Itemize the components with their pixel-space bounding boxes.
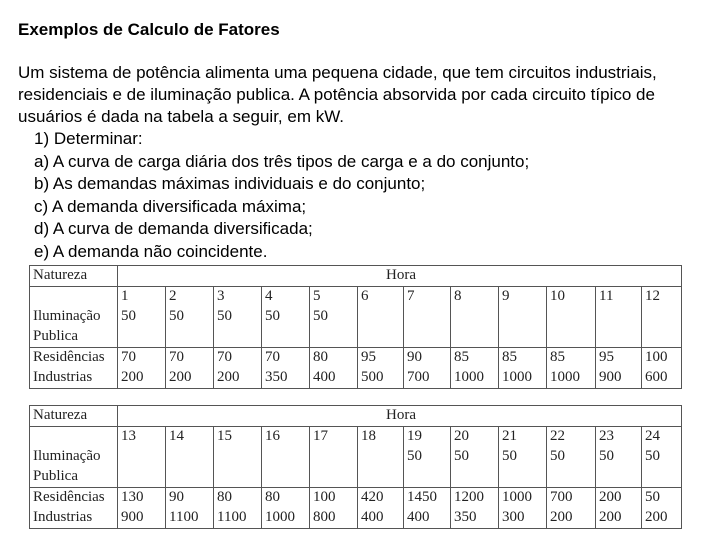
iluminacao-value: 50 [404, 447, 451, 467]
empty-cell [499, 327, 547, 348]
industrias-value: 400 [358, 508, 404, 529]
residencias-value: 85 [451, 348, 499, 369]
empty-cell [404, 467, 451, 488]
industrias-value: 1000 [547, 368, 596, 389]
table-row [30, 368, 682, 389]
hour-cell: 18 [358, 427, 404, 448]
hour-cell: 12 [642, 287, 682, 308]
iluminacao-value: 50 [499, 447, 547, 467]
hour-cell: 11 [596, 287, 642, 308]
row-label: Iluminação [30, 447, 118, 467]
iluminacao-value: 50 [262, 307, 310, 327]
residencias-value: 70 [262, 348, 310, 369]
hour-cell: 21 [499, 427, 547, 448]
hour-cell: 23 [596, 427, 642, 448]
table-row [30, 327, 682, 348]
table-row [30, 447, 682, 467]
residencias-value: 100 [642, 348, 682, 369]
empty-cell [358, 467, 404, 488]
empty-cell [118, 327, 166, 348]
hora-header: Hora [118, 406, 682, 427]
residencias-value: 70 [214, 348, 262, 369]
hour-cell: 1 [118, 287, 166, 308]
table-row [30, 427, 682, 448]
hour-cell: 16 [262, 427, 310, 448]
residencias-value: 700 [547, 488, 596, 509]
industrias-value: 350 [262, 368, 310, 389]
iluminacao-value [642, 307, 682, 327]
residencias-value: 95 [358, 348, 404, 369]
residencias-value: 90 [166, 488, 214, 509]
table-header-row [30, 406, 682, 427]
row-label: Industrias [30, 368, 118, 389]
hour-cell: 3 [214, 287, 262, 308]
empty-cell [451, 327, 499, 348]
iluminacao-value: 50 [596, 447, 642, 467]
industrias-value: 200 [642, 508, 682, 529]
task-item: a) A curva de carga diária dos três tipos de carga e a do conjunto; [34, 151, 530, 171]
row-label: Residências [30, 488, 118, 509]
empty-cell [118, 467, 166, 488]
iluminacao-value: 50 [642, 447, 682, 467]
hour-cell: 9 [499, 287, 547, 308]
industrias-value: 200 [166, 368, 214, 389]
industrias-value: 400 [310, 368, 358, 389]
iluminacao-value [118, 447, 166, 467]
row-label: Industrias [30, 508, 118, 529]
industrias-value: 200 [596, 508, 642, 529]
industrias-value: 1000 [262, 508, 310, 529]
iluminacao-value [214, 447, 262, 467]
residencias-value: 85 [547, 348, 596, 369]
residencias-value: 200 [596, 488, 642, 509]
hour-cell: 5 [310, 287, 358, 308]
empty-cell [404, 327, 451, 348]
task-item: 1) Determinar: [34, 129, 143, 148]
iluminacao-value [358, 307, 404, 327]
hour-cell: 4 [262, 287, 310, 308]
industrias-value: 500 [358, 368, 404, 389]
iluminacao-value: 50 [310, 307, 358, 327]
residencias-value: 50 [642, 488, 682, 509]
iluminacao-value: 50 [166, 307, 214, 327]
residencias-value: 1000 [499, 488, 547, 509]
table-row [30, 508, 682, 529]
iluminacao-value [547, 307, 596, 327]
industrias-value: 800 [310, 508, 358, 529]
residencias-value: 85 [499, 348, 547, 369]
industrias-value: 350 [451, 508, 499, 529]
row-label [30, 287, 118, 308]
hora-header: Hora [118, 266, 682, 287]
residencias-value: 1450 [404, 488, 451, 509]
hour-cell: 19 [404, 427, 451, 448]
industrias-value: 200 [214, 368, 262, 389]
hour-cell: 20 [451, 427, 499, 448]
load-table-hours-13-24 [29, 405, 682, 529]
industrias-value: 900 [596, 368, 642, 389]
table-row [30, 287, 682, 308]
load-table-hours-1-12 [29, 265, 682, 389]
row-label: Publica [30, 327, 118, 348]
intro-line: Um sistema de potência alimenta uma pequena cidade, que tem circuitos industriais, [18, 63, 657, 82]
industrias-value: 1000 [451, 368, 499, 389]
empty-cell [214, 467, 262, 488]
iluminacao-value [596, 307, 642, 327]
empty-cell [214, 327, 262, 348]
task-item: d) A curva de demanda diversificada; [34, 219, 313, 238]
hour-cell: 15 [214, 427, 262, 448]
industrias-value: 700 [404, 368, 451, 389]
residencias-value: 80 [214, 488, 262, 509]
task-item: c) A demanda diversificada máxima; [34, 196, 307, 216]
table-row [30, 307, 682, 327]
empty-cell [596, 467, 642, 488]
hour-cell: 8 [451, 287, 499, 308]
industrias-value: 1100 [166, 508, 214, 529]
iluminacao-value [499, 307, 547, 327]
row-label: Iluminação [30, 307, 118, 327]
intro-line: residenciais e de iluminação publica. A potência absorvida por cada circuito típico de [18, 85, 655, 104]
hour-cell: 7 [404, 287, 451, 308]
hour-cell: 6 [358, 287, 404, 308]
hour-cell: 24 [642, 427, 682, 448]
iluminacao-value [404, 307, 451, 327]
residencias-value: 80 [262, 488, 310, 509]
industrias-value: 900 [118, 508, 166, 529]
residencias-value: 100 [310, 488, 358, 509]
table-header-row [30, 266, 682, 287]
residencias-value: 420 [358, 488, 404, 509]
natureza-header: Natureza [30, 406, 118, 427]
industrias-value: 600 [642, 368, 682, 389]
table-row [30, 488, 682, 509]
iluminacao-value [262, 447, 310, 467]
empty-cell [596, 327, 642, 348]
empty-cell [310, 467, 358, 488]
residencias-value: 70 [166, 348, 214, 369]
row-label [30, 427, 118, 448]
intro-paragraph [18, 62, 708, 128]
industrias-value: 1100 [214, 508, 262, 529]
empty-cell [310, 327, 358, 348]
empty-cell [499, 467, 547, 488]
iluminacao-value [310, 447, 358, 467]
page-title: Exemplos de Calculo de Fatores [18, 20, 280, 39]
hour-cell: 22 [547, 427, 596, 448]
empty-cell [358, 327, 404, 348]
residencias-value: 1200 [451, 488, 499, 509]
empty-cell [166, 467, 214, 488]
empty-cell [547, 327, 596, 348]
residencias-value: 90 [404, 348, 451, 369]
iluminacao-value [166, 447, 214, 467]
task-item: e) A demanda não coincidente. [34, 241, 268, 261]
iluminacao-value: 50 [547, 447, 596, 467]
empty-cell [166, 327, 214, 348]
intro-line: usuários é dada na tabela a seguir, em kW. [18, 107, 345, 126]
task-item: b) As demandas máximas individuais e do conjunto; [34, 174, 426, 193]
iluminacao-value: 50 [451, 447, 499, 467]
table-row [30, 348, 682, 369]
empty-cell [262, 327, 310, 348]
hour-cell: 10 [547, 287, 596, 308]
residencias-value: 95 [596, 348, 642, 369]
empty-cell [642, 327, 682, 348]
empty-cell [262, 467, 310, 488]
hour-cell: 14 [166, 427, 214, 448]
empty-cell [547, 467, 596, 488]
industrias-value: 1000 [499, 368, 547, 389]
iluminacao-value: 50 [118, 307, 166, 327]
residencias-value: 130 [118, 488, 166, 509]
industrias-value: 400 [404, 508, 451, 529]
table-row [30, 467, 682, 488]
residencias-value: 80 [310, 348, 358, 369]
empty-cell [451, 467, 499, 488]
hour-cell: 13 [118, 427, 166, 448]
iluminacao-value [358, 447, 404, 467]
natureza-header: Natureza [30, 266, 118, 287]
task-list [34, 128, 529, 263]
industrias-value: 200 [547, 508, 596, 529]
row-label: Publica [30, 467, 118, 488]
industrias-value: 300 [499, 508, 547, 529]
hour-cell: 17 [310, 427, 358, 448]
empty-cell [642, 467, 682, 488]
residencias-value: 70 [118, 348, 166, 369]
industrias-value: 200 [118, 368, 166, 389]
row-label: Residências [30, 348, 118, 369]
hour-cell: 2 [166, 287, 214, 308]
iluminacao-value: 50 [214, 307, 262, 327]
iluminacao-value [451, 307, 499, 327]
